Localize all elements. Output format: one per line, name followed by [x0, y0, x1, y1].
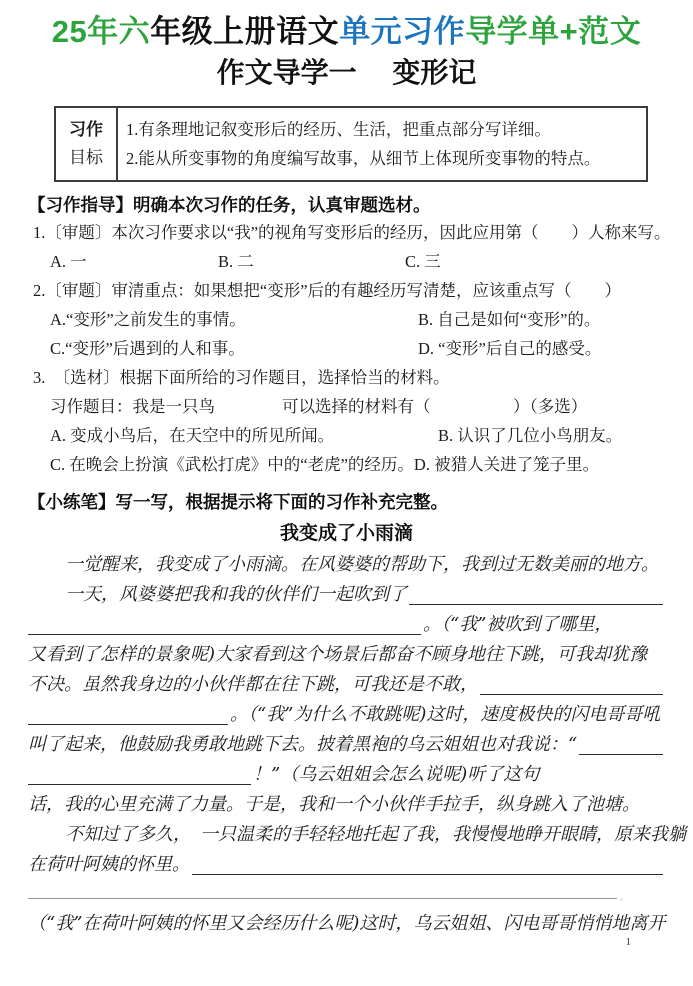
- question-3-options-row2: [50, 450, 665, 479]
- page-title: [28, 12, 665, 52]
- essay-line: [28, 610, 665, 640]
- question-option: C. 在晚会上扮演《武松打虎》中的“老虎”的经历。: [50, 455, 414, 474]
- question-2: 2.〔审题〕审清重点：如果想把“变形”后的有趣经历写清楚，应该重点写（ ）: [33, 281, 622, 300]
- goal-item-2: 2.能从所变事物的角度编写故事，从细节上体现所变事物的特点。: [126, 149, 601, 168]
- question-1: 1.〔审题〕本次习作要求以“我”的视角写变形后的经历，因此应用第（ ）人称来写。: [33, 223, 671, 242]
- fill-blank: [480, 690, 663, 695]
- goals-body-cell: [118, 108, 646, 180]
- essay-text: 一天，风婆婆把我和我的伙伴们一起吹到了: [65, 584, 407, 605]
- question-3-prompt: [50, 392, 665, 421]
- essay-text: 又看到了怎样的景象呢)大家看到这个场景后都奋不顾身地往下跳，可我却犹豫: [28, 644, 648, 665]
- essay-text: 在荷叶阿姨的怀里。: [28, 854, 190, 875]
- title-segment-green-1: 25年六: [51, 14, 151, 49]
- essay-line: [28, 550, 665, 580]
- fill-blank: [28, 630, 421, 635]
- fill-blank: [28, 780, 251, 785]
- question-1-options: [50, 247, 665, 276]
- goals-label-line2: 目标: [69, 148, 103, 167]
- title-segment-black: 年级上册语文: [150, 14, 340, 49]
- question-option: B. 认识了几位小鸟朋友。: [438, 426, 623, 445]
- guide-section-heading: 【习作指导】明确本次习作的任务，认真审题选材。: [28, 195, 431, 215]
- question-2-options-row2: [50, 334, 665, 363]
- essay-line: [28, 760, 665, 790]
- question-option: C.“变形”后遇到的人和事。: [50, 339, 245, 358]
- essay-title: 我变成了小雨滴: [279, 523, 413, 544]
- fill-blank: [28, 720, 228, 725]
- essay-line: [28, 640, 665, 670]
- divider-mark: 。: [619, 893, 629, 903]
- essay-text: ！”（乌云姐姐会怎么说呢)听了这句: [253, 764, 540, 785]
- essay-topic-label: 习作题目：我是一只鸟: [50, 397, 215, 416]
- essay-text: 叫了起来，他鼓励我勇敢地跳下去。披着黑袍的乌云姐姐也对我说：“: [28, 734, 578, 755]
- essay-body: [28, 550, 686, 939]
- goals-label-line1: 习作: [69, 120, 103, 139]
- goals-table: [54, 106, 648, 182]
- essay-line: [28, 790, 665, 820]
- question-option: A.“变形”之前发生的事情。: [50, 310, 246, 329]
- soft-divider: [28, 894, 629, 903]
- question-option: C. 三: [405, 252, 441, 271]
- essay-line: [28, 730, 665, 760]
- essay-line: [28, 850, 665, 880]
- lesson-subtitle: 作文导学一 变形记: [216, 57, 477, 88]
- essay-text: （“我”在荷叶阿姨的怀里又会经历什么呢)这时，乌云姐姐、闪电哥哥悄悄地离开: [28, 913, 666, 934]
- essay-text: 话，我的心里充满了力量。于是，我和一个小伙伴手拉手，纵身跳入了池塘。: [28, 794, 640, 815]
- question-3: 3. 〔选材〕根据下面所给的习作题目，选择恰当的材料。: [33, 368, 450, 387]
- page-number: 1: [625, 936, 631, 948]
- question-option: A. 变成小鸟后，在天空中的所见所闻。: [50, 426, 335, 445]
- fill-blank: [192, 870, 663, 875]
- essay-line: [28, 700, 665, 730]
- question-3-options-row1: [50, 421, 665, 450]
- essay-text: 。（“我”被吹到了哪里，: [423, 614, 613, 635]
- essay-line: [28, 909, 665, 939]
- question-option: D. 被猎人关进了笼子里。: [413, 455, 600, 474]
- practice-section-heading: 【小练笔】写一写，根据提示将下面的习作补充完整。: [28, 492, 448, 512]
- goals-row-header: [56, 108, 118, 180]
- essay-text: 不决。虽然我身边的小伙伴都在往下跳，可我还是不敢，: [28, 674, 478, 695]
- question-2-options-row1: [50, 305, 665, 334]
- essay-line: [28, 580, 665, 610]
- essay-text: 不知过了多久， 一只温柔的手轻轻地托起了我，我慢慢地睁开眼睛，原来我躺: [65, 824, 686, 845]
- title-segment-green-2: 导学单+范文: [465, 14, 642, 49]
- question-option: D. “变形”后自己的感受。: [418, 339, 602, 358]
- title-segment-blue: 单元习作: [339, 14, 466, 49]
- goal-item-1: 1.有条理地记叙变形后的经历、生活，把重点部分写详细。: [126, 120, 551, 139]
- question-option: B. 二: [218, 252, 254, 271]
- question-option: A. 一: [50, 252, 87, 271]
- essay-line: [28, 820, 686, 850]
- essay-text: 一觉醒来，我变成了小雨滴。在风婆婆的帮助下，我到过无数美丽的地方。: [65, 554, 659, 575]
- divider-line: [28, 898, 617, 899]
- material-choice-label: 可以选择的材料有（ ）（多选）: [282, 397, 588, 416]
- question-option: B. 自己是如何“变形”的。: [418, 310, 601, 329]
- fill-blank: [409, 600, 663, 605]
- fill-blank: [579, 750, 663, 755]
- essay-text: 。（“我”为什么不敢跳呢)这时，速度极快的闪电哥哥吼: [230, 704, 661, 725]
- essay-line: [28, 670, 665, 700]
